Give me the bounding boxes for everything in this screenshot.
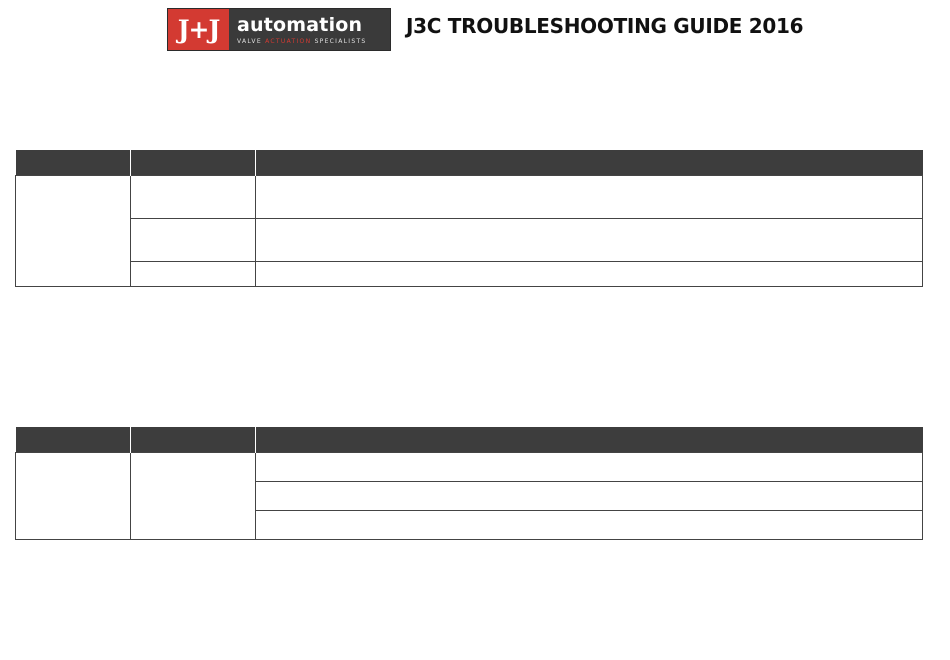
table-cell [131, 262, 256, 287]
table-row [16, 262, 923, 287]
table-cell [256, 176, 923, 219]
table-cell [256, 511, 923, 540]
table-cell [131, 219, 256, 262]
table-header-cell [16, 427, 131, 453]
logo-tagline [237, 38, 390, 45]
logo-mark-text: J+J [177, 15, 220, 44]
troubleshooting-table-2 [15, 427, 923, 540]
table-cell [16, 453, 131, 540]
table-cell [131, 453, 256, 540]
table-header-row [16, 427, 923, 453]
logo-tagline-post: SPECIALISTS [311, 37, 367, 45]
table-header-cell [16, 150, 131, 176]
table-header-cell [131, 150, 256, 176]
document-title: J3C TROUBLESHOOTING GUIDE 2016 [406, 14, 804, 38]
logo-mark [168, 9, 229, 50]
table-header-cell [256, 150, 923, 176]
logo-wordmark [229, 9, 390, 50]
table-header-row [16, 150, 923, 176]
table-row [16, 453, 923, 482]
troubleshooting-table-1 [15, 150, 923, 287]
table-header-cell [131, 427, 256, 453]
table-cell [131, 176, 256, 219]
table-cell [256, 262, 923, 287]
table-row [16, 219, 923, 262]
logo-word: automation [237, 13, 363, 36]
table-cell [256, 453, 923, 482]
table-cell [256, 219, 923, 262]
company-logo [167, 8, 391, 51]
table-header-cell [256, 427, 923, 453]
logo-tagline-pre: VALVE [237, 37, 266, 45]
table-cell [16, 176, 131, 287]
logo-tagline-accent: ACTUATION [265, 37, 312, 45]
table-cell [256, 482, 923, 511]
table-row [16, 176, 923, 219]
